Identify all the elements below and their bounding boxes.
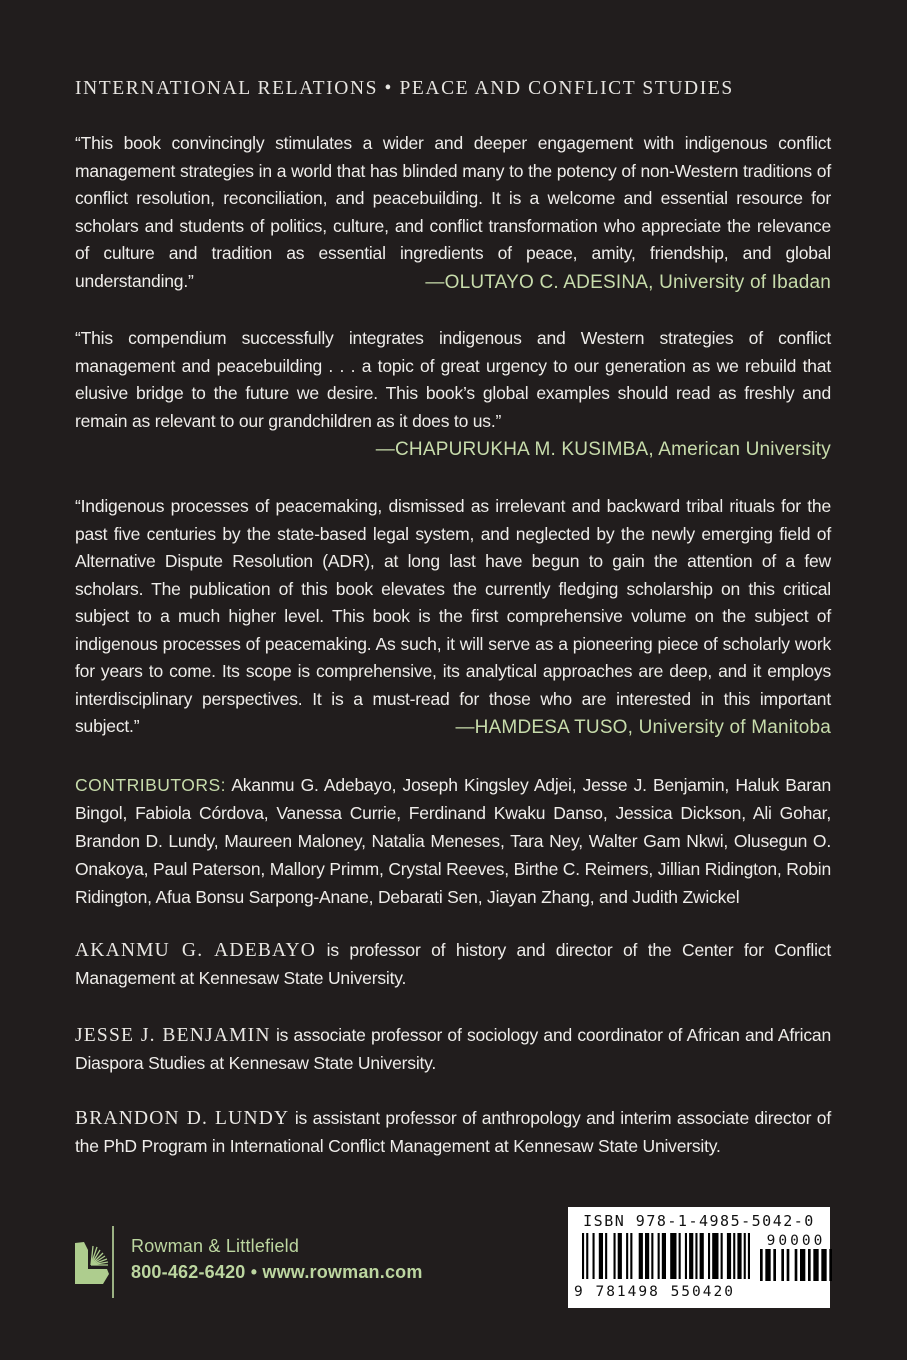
blurb-3-text: “Indigenous processes of peacemaking, dismissed as irrelevant and backward tribal rituals for the past five centuries by the state-based legal system, and neglected by the newly emerging field of Alternative Dispute Resolution (ADR), at long last have begun to gain the attention of a few scholars. The publication of this book elevates the currently fledging scholarship on this critical subject to a much higher level. This book is the first comprehensive volume on the subject of indigenous processes of peacemaking. As such, it will serve as a pioneering piece of scholarly work for years to come. Its scope is comprehensive, its analytical approaches are deep, and it employs interdisciplinary perspectives. It is a must-read for those who are interested in this important subject.” (75, 496, 831, 736)
publisher-divider (112, 1226, 114, 1298)
bio-lundy (75, 1105, 831, 1160)
bio-adebayo (75, 937, 831, 992)
isbn-barcode-box (568, 1207, 830, 1308)
addon-digits: 90000 (766, 1233, 826, 1249)
bio-adebayo-text: is professor of history and director of the Center for Conflict Management at Kennesaw State University. (75, 940, 831, 988)
bio-lundy-text: is assistant professor of anthropology and interim associate director of the PhD Program in International Conflict Management at Kennesaw State University. (75, 1108, 831, 1156)
contributors-label: CONTRIBUTORS: (75, 775, 227, 795)
blurb-3-attribution: —HAMDESA TUSO, University of Manitoba (455, 717, 831, 738)
bio-lundy-name: BRANDON D. LUNDY (75, 1108, 290, 1129)
ean13-digits: 9 781498 550420 (574, 1284, 735, 1300)
ean13-barcode (574, 1233, 750, 1300)
publisher-info (131, 1236, 423, 1283)
publisher-name: Rowman & Littlefield (131, 1236, 300, 1256)
bio-adebayo-name: AKANMU G. ADEBAYO (75, 940, 317, 961)
contributors-names: Akanmu G. Adebayo, Joseph Kingsley Adjei, Jesse J. Benjamin, Haluk Baran Bingol, Fabiola Córdova, Vanessa Currie, Ferdinand Kwaku Danso, Jessica Dickson, Ali Gohar, Brandon D. Lundy, Maureen Maloney, Natalia Meneses, Tara Ney, Walter Gam Nkwi, Olusegun O. Onakoya, Paul Paterson, Mallory Primm, Crystal Reeves, Birthe C. Reimers, Jillian Ridington, Robin Ridington, Afua Bonsu Sarpong-Anane, Debarati Sen, Jiayan Zhang, and Judith Zwickel (75, 775, 831, 907)
rowman-littlefield-logo-icon (73, 1240, 109, 1290)
publisher-contact: 800-462-6420 • www.rowman.com (131, 1262, 423, 1282)
blurb-2-attribution: —CHAPURUKHA M. KUSIMBA, American University (375, 439, 831, 460)
bio-benjamin (75, 1022, 831, 1077)
isbn-label: ISBN 978-1-4985-5042-0 (583, 1212, 815, 1230)
bio-benjamin-text: is associate professor of sociology and coordinator of African and African Diaspora Studies at Kennesaw State University. (75, 1025, 831, 1073)
blurb-1-text: “This book convincingly stimulates a wider and deeper engagement with indigenous conflict management strategies in a world that has blinded many to the potency of non-Western traditions of conflict resolution, reconciliation, and peacebuilding. It is a welcome and essential resource for scholars and students of politics, culture, and conflict transformation who appreciate the relevance of culture and tradition as essential ingredients of peace, amity, friendship, and global understanding.” (75, 133, 831, 291)
contributors-paragraph (75, 771, 831, 911)
bio-benjamin-name: JESSE J. BENJAMIN (75, 1025, 271, 1046)
category-line: INTERNATIONAL RELATIONS • PEACE AND CONFLICT STUDIES (75, 78, 734, 99)
blurb-1-attribution: —OLUTAYO C. ADESINA, University of Ibadan (425, 272, 831, 293)
addon-barcode (760, 1233, 832, 1285)
blurb-2-text: “This compendium successfully integrates indigenous and Western strategies of conflict management and peacebuilding . . . a topic of great urgency to our generation as we rebuild that elusive bridge to the future we desire. This book’s global examples should read as freshly and remain as relevant to our grandchildren as it does to us.” (75, 328, 831, 431)
